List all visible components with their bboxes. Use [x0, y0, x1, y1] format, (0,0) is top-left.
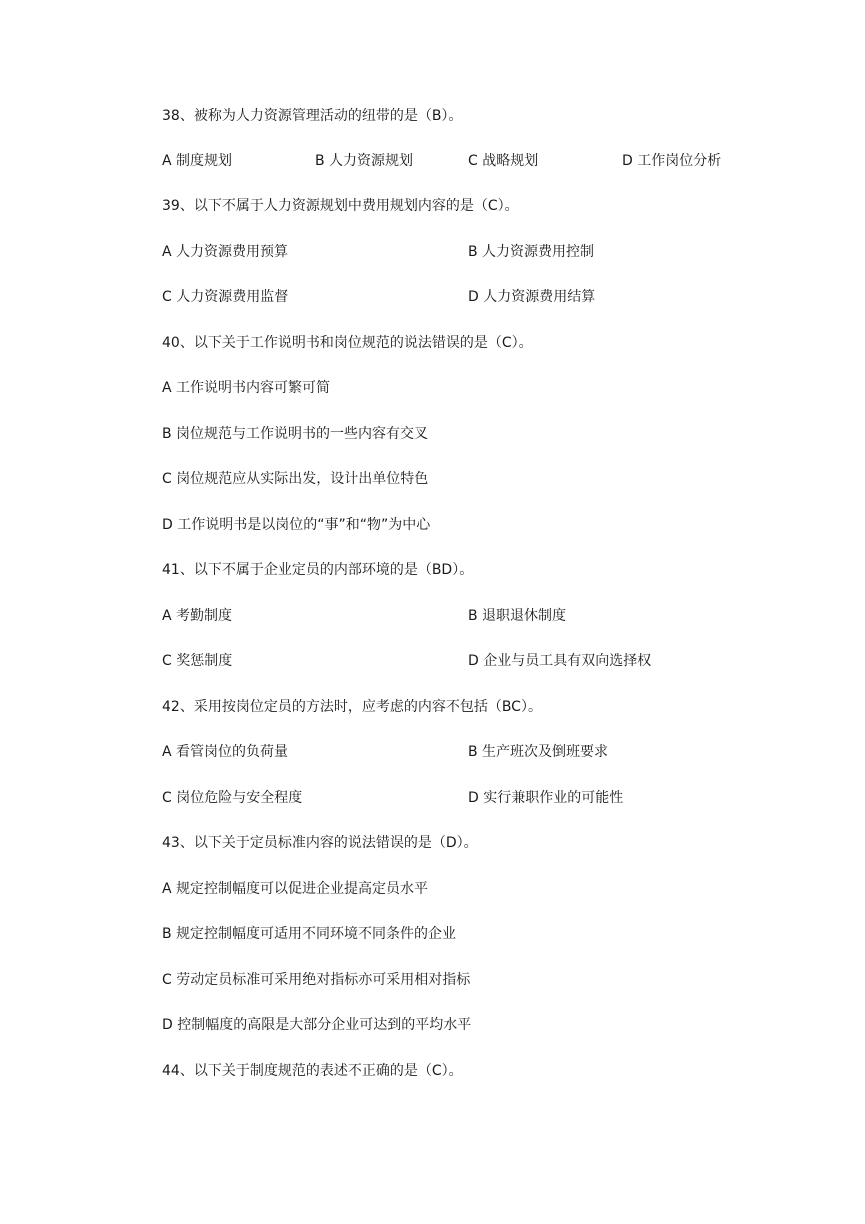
- question-41-option-a: A 考勤制度: [162, 608, 233, 624]
- question-41-option-c: C 奖惩制度: [162, 653, 233, 669]
- question-43-option-b: B 规定控制幅度可适用不同环境不同条件的企业: [162, 926, 457, 942]
- question-43-option-a: A 规定控制幅度可以促进企业提高定员水平: [162, 881, 429, 897]
- question-40-stem: 40、以下关于工作说明书和岗位规范的说法错误的是（C）。: [162, 335, 533, 351]
- question-38-option-a: A 制度规划: [162, 153, 233, 169]
- question-38-stem: 38、被称为人力资源管理活动的纽带的是（B）。: [162, 108, 463, 124]
- question-38-option-b: B 人力资源规划: [315, 153, 414, 169]
- question-38-option-d: D 工作岗位分析: [622, 153, 722, 169]
- question-39-option-b: B 人力资源费用控制: [468, 244, 595, 260]
- question-42-option-d: D 实行兼职作业的可能性: [468, 790, 624, 806]
- question-43-option-d: D 控制幅度的高限是大部分企业可达到的平均水平: [162, 1017, 472, 1033]
- question-43-stem: 43、以下关于定员标准内容的说法错误的是（D）。: [162, 835, 478, 851]
- question-41-option-b: B 退职退休制度: [468, 608, 567, 624]
- question-42-option-a: A 看管岗位的负荷量: [162, 744, 289, 760]
- question-39-stem: 39、以下不属于人力资源规划中费用规划内容的是（C）。: [162, 198, 519, 214]
- question-40-option-a: A 工作说明书内容可繁可简: [162, 380, 331, 396]
- question-42-option-b: B 生产班次及倒班要求: [468, 744, 609, 760]
- question-40-option-b: B 岗位规范与工作说明书的一些内容有交叉: [162, 426, 429, 442]
- question-38-option-c: C 战略规划: [468, 153, 539, 169]
- question-41-stem: 41、以下不属于企业定员的内部环境的是（BD）。: [162, 562, 474, 578]
- question-39-option-d: D 人力资源费用结算: [468, 289, 596, 305]
- question-42-stem: 42、采用按岗位定员的方法时，应考虑的内容不包括（BC）。: [162, 699, 542, 715]
- question-43-option-c: C 劳动定员标准可采用绝对指标亦可采用相对指标: [162, 972, 471, 988]
- question-39-option-a: A 人力资源费用预算: [162, 244, 289, 260]
- question-44-stem: 44、以下关于制度规范的表述不正确的是（C）。: [162, 1063, 463, 1079]
- question-39-option-c: C 人力资源费用监督: [162, 289, 289, 305]
- question-40-option-d: D 工作说明书是以岗位的“事”和“物”为中心: [162, 517, 431, 533]
- question-42-option-c: C 岗位危险与安全程度: [162, 790, 303, 806]
- question-40-option-c: C 岗位规范应从实际出发，设计出单位特色: [162, 471, 429, 487]
- question-41-option-d: D 企业与员工具有双向选择权: [468, 653, 652, 669]
